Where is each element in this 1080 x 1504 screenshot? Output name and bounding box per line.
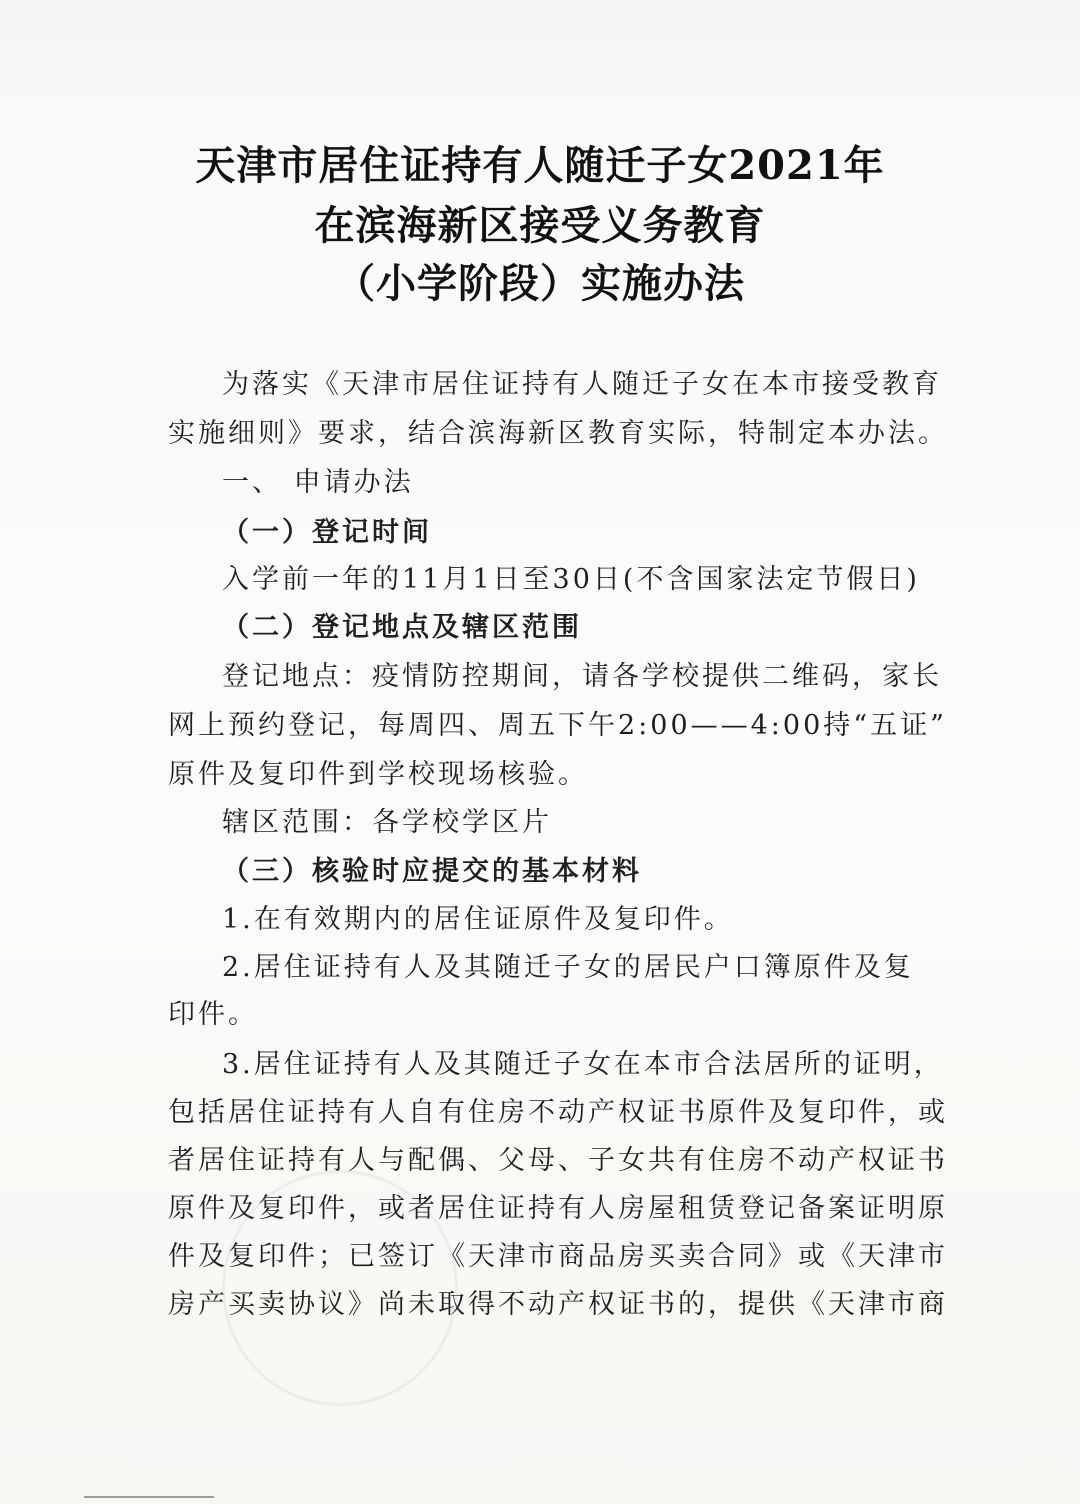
registration-time-text: 入学前一年的11月1日至30日(不含国家法定节假日) — [222, 564, 920, 595]
subsection-heading-2: （二）登记地点及辖区范围 — [222, 612, 582, 643]
material-item-3-line-2: 包括居住证持有人自有住房不动产权证书原件及复印件，或 — [168, 1097, 948, 1128]
subsection-heading-3: （三）核验时应提交的基本材料 — [222, 856, 642, 887]
material-item-2-line-1: 2.居住证持有人及其随迁子女的居民户口簿原件及复 — [222, 952, 914, 983]
registration-place-line-2: 网上预约登记，每周四、周五下午2:00——4:00持“五证” — [168, 710, 947, 741]
bottom-edge-line — [84, 1496, 214, 1498]
material-item-3-line-5: 件及复印件；已签订《天津市商品房买卖合同》或《天津市 — [168, 1241, 948, 1272]
document-title-line-1: 天津市居住证持有人随迁子女2021年 — [195, 142, 885, 189]
intro-line-1: 为落实《天津市居住证持有人随迁子女在本市接受教育 — [222, 369, 942, 400]
material-item-1: 1.在有效期内的居住证原件及复印件。 — [222, 904, 734, 935]
intro-line-2: 实施细则》要求，结合滨海新区教育实际，特制定本办法。 — [168, 418, 948, 449]
jurisdiction-scope: 辖区范围：各学校学区片 — [222, 807, 552, 838]
material-item-2-line-2: 印件。 — [168, 999, 258, 1030]
faded-seal-stamp — [222, 1170, 458, 1406]
material-item-3-line-6: 房产买卖协议》尚未取得不动产权证书的，提供《天津市商 — [168, 1289, 948, 1320]
section-heading-1: 一、 申请办法 — [222, 467, 414, 498]
registration-place-line-3: 原件及复印件到学校现场核验。 — [168, 759, 588, 790]
material-item-3-line-3: 者居住证持有人与配偶、父母、子女共有住房不动产权证书 — [168, 1145, 948, 1176]
material-item-3-line-1: 3.居住证持有人及其随迁子女在本市合法居所的证明， — [222, 1049, 944, 1080]
registration-place-line-1: 登记地点：疫情防控期间，请各学校提供二维码，家长 — [222, 661, 942, 692]
subsection-heading-1: （一）登记时间 — [222, 517, 432, 548]
document-title-line-3: （小学阶段）实施办法 — [335, 260, 745, 307]
document-title-line-2: 在滨海新区接受义务教育 — [314, 202, 766, 249]
material-item-3-line-4: 原件及复印件，或者居住证持有人房屋租赁登记备案证明原 — [168, 1193, 948, 1224]
